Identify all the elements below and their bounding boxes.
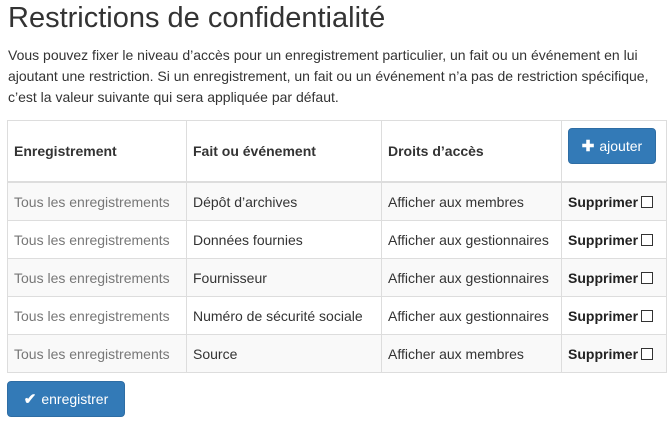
cell-rights: Afficher aux gestionnaires — [382, 297, 562, 335]
cell-delete — [562, 259, 667, 297]
cell-rights: Afficher aux gestionnaires — [382, 259, 562, 297]
cell-rights: Afficher aux gestionnaires — [382, 221, 562, 259]
delete-label: Supprimer — [568, 269, 639, 286]
table-row — [8, 182, 667, 221]
cell-delete — [562, 297, 667, 335]
page-title: Restrictions de confidentialité — [8, 2, 386, 34]
cell-delete — [562, 221, 667, 259]
delete-toggle[interactable] — [568, 232, 653, 248]
cell-record: Tous les enregistrements — [8, 259, 187, 297]
add-button[interactable] — [568, 128, 656, 164]
cell-fact: Dépôt d’archives — [187, 182, 382, 221]
delete-label: Supprimer — [568, 231, 639, 248]
cell-delete — [562, 335, 667, 373]
delete-toggle[interactable] — [568, 270, 653, 286]
restrictions-table — [7, 120, 667, 373]
delete-label: Supprimer — [568, 345, 639, 362]
table-row — [8, 221, 667, 259]
delete-label: Supprimer — [568, 307, 639, 324]
delete-toggle[interactable] — [568, 308, 653, 324]
cell-delete — [562, 182, 667, 221]
cell-record: Tous les enregistrements — [8, 335, 187, 373]
header-fact: Fait ou événement — [187, 121, 382, 183]
intro-text: Vous pouvez fixer le niveau d’accès pour un enregistrement particulier, un fait ou un événement en lui ajoutant une restriction. Si un enregistrement, un fait ou un événement n’a pas de restriction spécifique, c’est la valeur suivante qui sera appliquée par défaut. — [8, 47, 649, 105]
cell-fact: Source — [187, 335, 382, 373]
cell-fact: Données fournies — [187, 221, 382, 259]
delete-checkbox[interactable] — [641, 272, 653, 284]
plus-icon: ✚ — [581, 138, 595, 155]
table-header-row — [8, 121, 667, 183]
cell-rights: Afficher aux membres — [382, 182, 562, 221]
delete-checkbox[interactable] — [641, 348, 653, 360]
check-icon: ✔ — [23, 391, 37, 408]
header-rights: Droits d’accès — [382, 121, 562, 183]
delete-checkbox[interactable] — [641, 234, 653, 246]
table-row — [8, 297, 667, 335]
save-button[interactable] — [7, 381, 125, 417]
delete-checkbox[interactable] — [641, 310, 653, 322]
save-button-label: enregistrer — [41, 391, 109, 407]
delete-checkbox[interactable] — [641, 196, 653, 208]
table-row — [8, 259, 667, 297]
cell-record: Tous les enregistrements — [8, 297, 187, 335]
header-record: Enregistrement — [8, 121, 187, 183]
delete-toggle[interactable] — [568, 346, 653, 362]
cell-fact: Numéro de sécurité sociale — [187, 297, 382, 335]
cell-record: Tous les enregistrements — [8, 182, 187, 221]
delete-toggle[interactable] — [568, 194, 653, 210]
table-row — [8, 335, 667, 373]
delete-label: Supprimer — [568, 193, 639, 210]
cell-record: Tous les enregistrements — [8, 221, 187, 259]
header-action — [562, 121, 667, 183]
cell-fact: Fournisseur — [187, 259, 382, 297]
cell-rights: Afficher aux membres — [382, 335, 562, 373]
add-button-label: ajouter — [599, 138, 643, 154]
